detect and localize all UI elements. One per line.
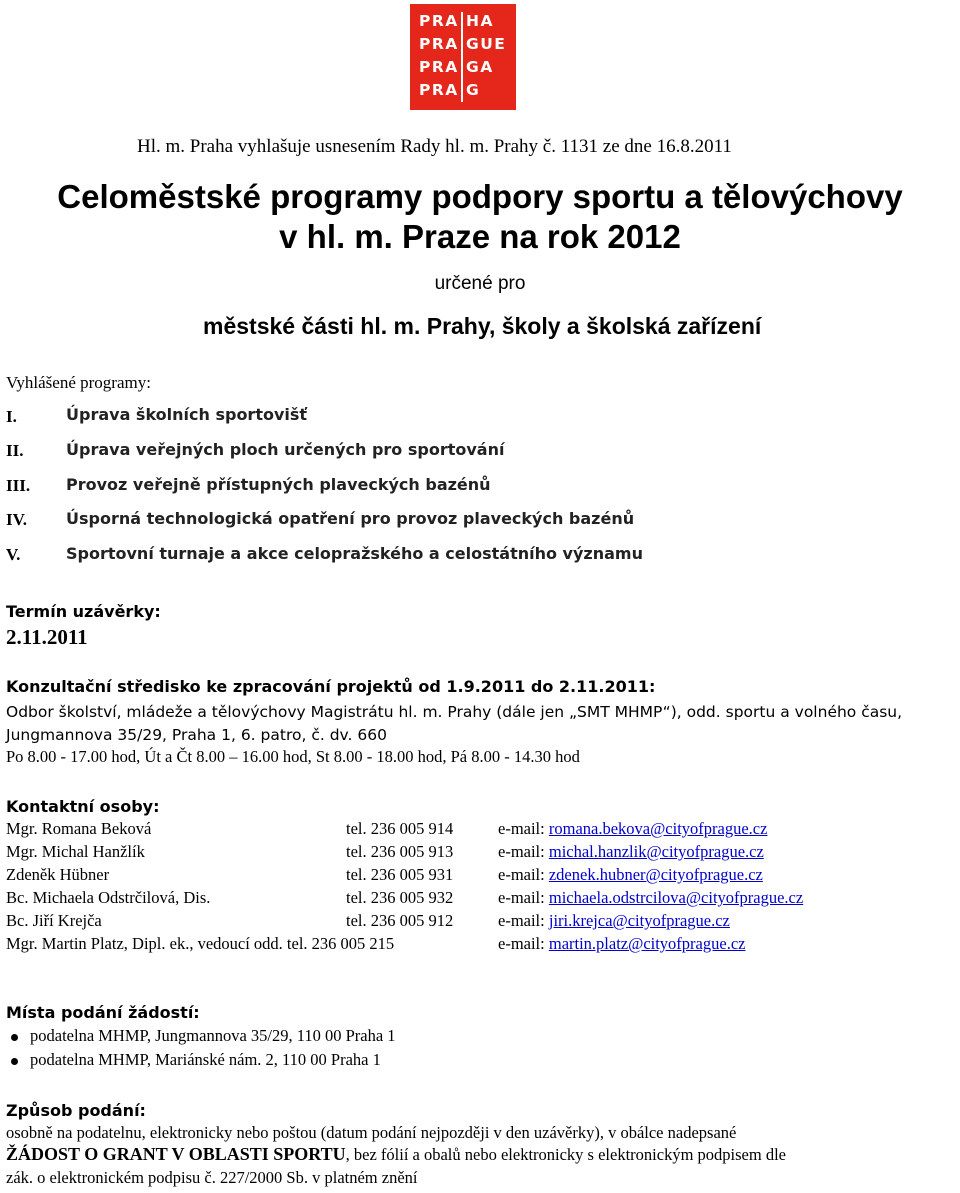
method-line2 (6, 1144, 786, 1165)
contact-phone: tel. 236 005 914 (346, 819, 454, 838)
contact-email-row (498, 911, 730, 931)
consult-office (6, 702, 902, 722)
intended-for-text: určené pro (434, 273, 526, 294)
email-label: e-mail: (498, 819, 545, 838)
logo-row (410, 35, 516, 57)
page-title-line2: v hl. m. Praze na rok 2012 (279, 218, 681, 255)
logo-word: PRA (419, 81, 459, 99)
page-title: Celoměstské programy podpory sportu a tělovýchovy (57, 178, 903, 215)
contact-name: Mgr. Martin Platz, Dipl. ek., vedoucí odd. (6, 934, 283, 953)
program-item: Úprava školních sportovišť (66, 405, 308, 424)
contact-email-row (498, 888, 803, 908)
method-line3: zák. o elektronickém podpisu č. 227/2000 Sb. v platném znění (6, 1168, 418, 1187)
contact-email-row (498, 934, 745, 954)
decree-text: Hl. m. Praha vyhlašuje usnesením Rady hl. m. Prahy č. 1131 ze dne 16.8.2011 (137, 136, 732, 157)
logo-word: G (466, 81, 481, 99)
contact-phone: tel. 236 005 913 (346, 842, 454, 861)
contact-email-row (498, 819, 767, 839)
email-label: e-mail: (498, 934, 545, 953)
place-item: podatelna MHMP, Jungmannova 35/29, 110 00 Praha 1 (30, 1026, 396, 1045)
places-label: Místa podání žádostí: (6, 1003, 200, 1022)
contact-name: Bc. Michaela Odstrčilová, Dis. (6, 888, 211, 907)
email-label: e-mail: (498, 842, 545, 861)
program-item: Úprava veřejných ploch určených pro sportování (66, 440, 505, 459)
contact-name: Bc. Jiří Krejča (6, 911, 102, 930)
deadline-date: 2.11.2011 (6, 625, 88, 649)
consult-period: od 1.9.2011 do 2.11.2011: (412, 677, 656, 696)
deadline-label: Termín uzávěrky: (6, 602, 161, 621)
prague-logo (410, 4, 516, 110)
program-item: Úsporná technologická opatření pro provoz plaveckých bazénů (66, 509, 635, 528)
logo-word: PRA (419, 12, 459, 30)
contact-name-and-phone (6, 934, 394, 954)
logo-word: PRA (419, 58, 459, 76)
contact-phone: tel. 236 005 215 (286, 934, 395, 953)
consult-heading-text: Konzultační středisko ke zpracování projektů (6, 677, 413, 696)
programs-label: Vyhlášené programy: (6, 373, 151, 392)
program-number: I. (6, 407, 17, 426)
consult-hours: Po 8.00 - 17.00 hod, Út a Čt 8.00 – 16.00 hod, St 8.00 - 18.00 hod, Pá 8.00 - 14.30 hod (6, 747, 580, 766)
method-line2-rest: , bez fólií a obalů nebo elektronicky s elektronickým podpisem dle (345, 1145, 786, 1164)
logo-word: PRA (419, 35, 459, 53)
program-number: V. (6, 545, 21, 564)
contact-email-row (498, 865, 763, 885)
contact-phone: tel. 236 005 931 (346, 865, 454, 884)
logo-word: GA (466, 58, 494, 76)
consult-heading (6, 677, 655, 696)
method-line1: osobně na podatelnu, elektronicky nebo poštou (datum podání nejpozději v den uzávěrky), v obálce nadepsané (6, 1123, 737, 1142)
contacts-label: Kontaktní osoby: (6, 797, 160, 816)
consult-office-text: Odbor školství, mládeže a tělovýchovy Magistrátu hl. m. Prahy (dále jen „SMT MHMP“), odd. sportu a volného času, (6, 703, 903, 721)
contact-email-link[interactable]: michal.hanzlik@cityofprague.cz (548, 842, 764, 861)
contact-email-link[interactable]: zdenek.hubner@cityofprague.cz (548, 865, 763, 884)
email-label: e-mail: (498, 865, 545, 884)
program-number: IV. (6, 510, 27, 529)
logo-word: HA (466, 12, 494, 30)
contact-email-link[interactable]: michaela.odstrcilova@cityofprague.cz (548, 888, 804, 907)
contact-email-link[interactable]: romana.bekova@cityofprague.cz (548, 819, 768, 838)
bullet-icon (11, 1058, 18, 1065)
contact-email-link[interactable]: martin.platz@cityofprague.cz (548, 934, 746, 953)
consult-address (6, 725, 387, 745)
bullet-icon (11, 1034, 18, 1041)
contact-email-link[interactable]: jiri.krejca@cityofprague.cz (548, 911, 730, 930)
contact-name: Mgr. Michal Hanžlík (6, 842, 145, 861)
method-label: Způsob podání: (6, 1101, 146, 1120)
audience-text: městské části hl. m. Prahy, školy a školská zařízení (203, 313, 762, 339)
logo-row (410, 12, 516, 34)
program-item: Sportovní turnaje a akce celopražského a celostátního významu (66, 544, 643, 563)
email-label: e-mail: (498, 888, 545, 907)
contact-email-row (498, 842, 764, 862)
program-number: II. (6, 441, 24, 460)
email-label: e-mail: (498, 911, 545, 930)
logo-row (410, 81, 516, 103)
consult-address-text: Jungmannova 35/29, Praha 1, 6. patro, č. dv. 660 (6, 726, 387, 744)
contact-name: Zdeněk Hübner (6, 865, 110, 884)
contact-phone: tel. 236 005 932 (346, 888, 454, 907)
contact-phone: tel. 236 005 912 (346, 911, 454, 930)
program-item: Provoz veřejně přístupných plaveckých bazénů (66, 475, 491, 494)
grant-heading-text: ŽÁDOST O GRANT V OBLASTI SPORTU (6, 1144, 346, 1164)
place-item: podatelna MHMP, Mariánské nám. 2, 110 00 Praha 1 (30, 1050, 381, 1069)
logo-row (410, 58, 516, 80)
logo-word: GUE (466, 35, 507, 53)
program-number: III. (6, 476, 31, 495)
contact-name: Mgr. Romana Beková (6, 819, 152, 838)
